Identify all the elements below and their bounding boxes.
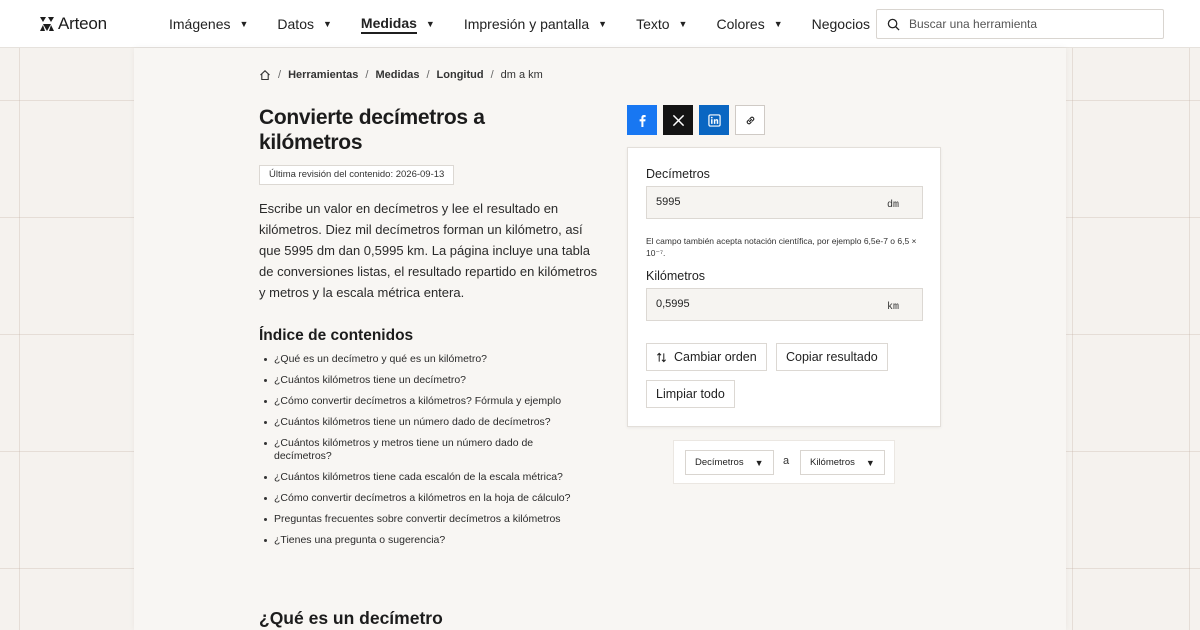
- nav-item-imagenes[interactable]: [169, 0, 248, 48]
- page-title: Convierte decímetros a kilómetros: [259, 106, 485, 154]
- nav-item-texto[interactable]: [636, 0, 687, 48]
- toc-item[interactable]: Preguntas frecuentes sobre convertir decímetros a kilómetros: [264, 513, 594, 526]
- caret-down-icon: ▼: [865, 457, 875, 468]
- share-facebook-button[interactable]: [627, 105, 657, 135]
- nav-item-label: Texto: [636, 16, 670, 32]
- revision-badge: Última revisión del contenido: 2026-09-13: [259, 165, 454, 185]
- to-unit-select[interactable]: [800, 450, 885, 475]
- converter-widget: [627, 147, 941, 427]
- search-icon: [887, 18, 900, 31]
- share-linkedin-button[interactable]: [699, 105, 729, 135]
- unit-suffix-km: km: [886, 302, 899, 313]
- intro-paragraph: Escribe un valor en decímetros y lee el resultado en kilómetros. Diez mil decímetros forman un kilómetro, así que 5995 dm dan 0,5995 km. La página incluye una tabla de conversiones listas, el resultado repartido en kilómetros y metros y la escala métrica entera.: [259, 201, 598, 300]
- nav-item-label: Medidas: [361, 15, 417, 34]
- breadcrumb-separator: /: [278, 69, 282, 81]
- caret-down-icon: ▼: [678, 19, 688, 29]
- caret-down-icon: ▼: [239, 19, 249, 29]
- unit-picker-connector: a: [783, 455, 790, 467]
- clear-all-label: Limpiar todo: [656, 387, 725, 401]
- arteon-logo-icon: [39, 16, 55, 32]
- input-hint: El campo también acepta notación científica, por ejemplo 6,5e-7 o 6,5 × 10⁻⁷.: [646, 236, 917, 258]
- nav-item-datos[interactable]: [277, 0, 332, 48]
- breadcrumb-herramientas[interactable]: Herramientas: [288, 69, 359, 81]
- toc-item[interactable]: ¿Qué es un decímetro y qué es un kilómetro?: [264, 353, 594, 366]
- from-field-label: Decímetros: [646, 167, 710, 181]
- toc-item[interactable]: ¿Cómo convertir decímetros a kilómetros en la hoja de cálculo?: [264, 492, 594, 505]
- x-icon: [672, 114, 685, 127]
- main-nav: [169, 0, 917, 48]
- brand-name: Arteon: [58, 14, 107, 33]
- breadcrumb: [259, 69, 543, 81]
- toc-item[interactable]: ¿Tienes una pregunta o sugerencia?: [264, 534, 594, 547]
- search-input[interactable]: [909, 17, 1149, 31]
- caret-down-icon: ▼: [425, 19, 435, 29]
- share-bar: [627, 105, 771, 135]
- unit-suffix-dm: dm: [886, 200, 899, 211]
- from-unit-value: Decímetros: [695, 457, 744, 468]
- caret-down-icon: ▼: [322, 19, 332, 29]
- breadcrumb-current: dm a km: [500, 69, 543, 81]
- kilometers-field[interactable]: [646, 288, 923, 321]
- swap-arrows-icon: [656, 352, 667, 363]
- toc-item[interactable]: ¿Cuántos kilómetros tiene un decímetro?: [264, 374, 594, 387]
- decimeters-field[interactable]: [646, 186, 923, 219]
- breadcrumb-medidas[interactable]: Medidas: [375, 69, 420, 81]
- swap-order-button[interactable]: [646, 343, 767, 371]
- copy-result-label: Copiar resultado: [786, 350, 878, 364]
- nav-item-impresion[interactable]: [464, 0, 607, 48]
- unit-picker: [673, 440, 895, 484]
- breadcrumb-separator: /: [490, 69, 494, 81]
- section-heading: ¿Qué es un decímetro: [259, 608, 443, 628]
- top-bar: [0, 0, 1200, 48]
- nav-item-label: Imágenes: [169, 16, 231, 32]
- breadcrumb-separator: /: [426, 69, 430, 81]
- nav-item-label: Colores: [716, 16, 765, 32]
- caret-down-icon: ▼: [754, 457, 764, 468]
- breadcrumb-separator: /: [365, 69, 369, 81]
- nav-item-label: Datos: [277, 16, 314, 32]
- toc-title: Índice de contenidos: [259, 327, 414, 344]
- toc-item[interactable]: ¿Cuántos kilómetros tiene un número dado de decímetros?: [264, 416, 594, 429]
- from-unit-select[interactable]: [685, 450, 774, 475]
- table-of-contents: [264, 353, 594, 555]
- toc-item[interactable]: ¿Cómo convertir decímetros a kilómetros? Fórmula y ejemplo: [264, 395, 594, 408]
- clear-all-button[interactable]: [646, 380, 735, 408]
- nav-item-label: Impresión y pantalla: [463, 16, 590, 32]
- toc-item[interactable]: ¿Cuántos kilómetros y metros tiene un número dado de decímetros?: [264, 437, 544, 463]
- home-icon[interactable]: [259, 69, 271, 81]
- share-x-button[interactable]: [663, 105, 693, 135]
- swap-order-label: Cambiar orden: [674, 350, 757, 364]
- to-field-label: Kilómetros: [646, 269, 706, 283]
- nav-item-colores[interactable]: [716, 0, 782, 48]
- linkedin-icon: [708, 114, 721, 127]
- to-unit-value: Kilómetros: [810, 457, 855, 468]
- decimeters-input[interactable]: [656, 196, 856, 208]
- kilometers-input[interactable]: [656, 298, 856, 310]
- copy-result-button[interactable]: [776, 343, 888, 371]
- breadcrumb-longitud[interactable]: Longitud: [436, 69, 484, 81]
- caret-down-icon: ▼: [598, 19, 608, 29]
- brand-logo[interactable]: [39, 14, 107, 34]
- toc-item[interactable]: ¿Cuántos kilómetros tiene cada escalón de la escala métrica?: [264, 471, 594, 484]
- nav-item-medidas[interactable]: [361, 0, 435, 48]
- content-card: [134, 48, 1066, 630]
- facebook-icon: [636, 114, 649, 127]
- search-box[interactable]: [876, 9, 1164, 39]
- caret-down-icon: ▼: [773, 19, 783, 29]
- copy-link-button[interactable]: [735, 105, 765, 135]
- link-icon: [744, 114, 757, 127]
- nav-item-label: Negocios: [811, 16, 870, 32]
